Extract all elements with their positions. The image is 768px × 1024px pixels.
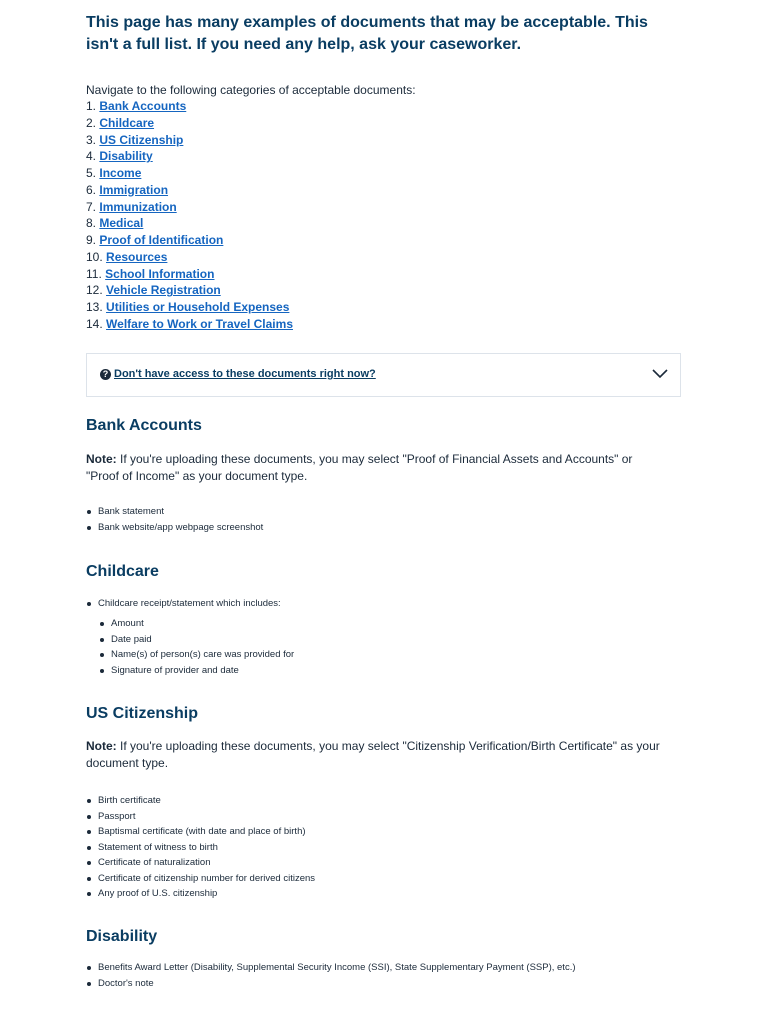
bank-accounts-list bbox=[86, 505, 263, 536]
list-item: Certificate of naturalization bbox=[86, 856, 315, 872]
toc-number: 5. bbox=[86, 166, 97, 180]
toc-item bbox=[86, 299, 293, 316]
toc-link[interactable]: Vehicle Registration bbox=[106, 283, 221, 298]
intro-heading: This page has many examples of documents that may be acceptable. This isn't a full list. If you need any help, ask your caseworker. bbox=[86, 14, 648, 53]
toc-link[interactable]: Resources bbox=[106, 249, 168, 264]
toc-number: 4. bbox=[86, 149, 97, 164]
toc-number: 7. bbox=[86, 199, 97, 214]
toc-item bbox=[86, 249, 293, 266]
toc-number: 12. bbox=[86, 283, 103, 298]
toc-item bbox=[86, 232, 293, 249]
list-item: Bank statement bbox=[86, 505, 263, 521]
list-item: Passport bbox=[86, 810, 315, 826]
section-heading-us-citizenship: US Citizenship bbox=[86, 705, 199, 722]
list-item: Signature of provider and date bbox=[86, 664, 294, 680]
toc-number: 13. bbox=[86, 300, 103, 314]
toc-link[interactable]: Income bbox=[99, 166, 142, 180]
chevron-down-icon[interactable] bbox=[652, 369, 668, 379]
toc-number: 10. bbox=[86, 249, 103, 264]
list-item: Any proof of U.S. citizenship bbox=[86, 887, 315, 903]
list-item: Baptismal certificate (with date and place of birth) bbox=[86, 825, 315, 841]
toc-number: 3. bbox=[86, 132, 97, 147]
childcare-sublist bbox=[86, 617, 294, 679]
list-item: Statement of witness to birth bbox=[86, 841, 315, 857]
note-text: If you're uploading these documents, you may select "Proof of Financial Assets and Accounts" or "Proof of Income" as your document type. bbox=[86, 452, 633, 483]
us-citizenship-note bbox=[86, 738, 661, 772]
list-item: Doctor's note bbox=[86, 977, 576, 993]
toc-link[interactable]: Welfare to Work or Travel Claims bbox=[106, 316, 293, 331]
toc-link[interactable]: Immigration bbox=[99, 182, 169, 197]
toc-item bbox=[86, 282, 293, 299]
category-navigation-list bbox=[86, 98, 293, 333]
note-text: If you're uploading these documents, you may select "Citizenship Verification/Birth Certificate" as your document type. bbox=[86, 739, 660, 770]
list-item: Birth certificate bbox=[86, 794, 315, 810]
toc-link[interactable]: Utilities or Household Expenses bbox=[106, 300, 290, 314]
list-item: Amount bbox=[86, 617, 294, 633]
question-circle-icon: ? bbox=[100, 369, 111, 380]
toc-item bbox=[86, 316, 293, 333]
toc-number: 2. bbox=[86, 115, 97, 130]
list-item: Certificate of citizenship number for derived citizens bbox=[86, 872, 315, 888]
toc-number: 11. bbox=[86, 266, 102, 281]
list-item: Name(s) of person(s) care was provided for bbox=[86, 648, 294, 664]
toc-number: 8. bbox=[86, 216, 97, 231]
section-heading-disability: Disability bbox=[86, 928, 158, 945]
toc-item bbox=[86, 165, 293, 182]
note-label: Note: bbox=[86, 739, 117, 753]
list-item: Date paid bbox=[86, 633, 294, 649]
toc-item bbox=[86, 148, 293, 165]
bank-accounts-note bbox=[86, 451, 661, 485]
toc-item bbox=[86, 132, 293, 149]
list-item: Bank website/app webpage screenshot bbox=[86, 521, 263, 537]
toc-link[interactable]: Childcare bbox=[99, 115, 155, 130]
toc-item bbox=[86, 199, 293, 216]
toc-number: 14. bbox=[86, 316, 103, 331]
section-heading-childcare: Childcare bbox=[86, 563, 159, 580]
toc-link[interactable]: Immunization bbox=[99, 199, 177, 214]
toc-link[interactable]: Disability bbox=[99, 149, 153, 164]
toc-link[interactable]: Bank Accounts bbox=[99, 99, 187, 113]
toc-item bbox=[86, 98, 293, 115]
toc-link[interactable]: US Citizenship bbox=[99, 132, 184, 147]
nav-intro-text: Navigate to the following categories of acceptable documents: bbox=[86, 83, 416, 97]
us-citizenship-list bbox=[86, 794, 315, 903]
no-access-accordion[interactable] bbox=[86, 353, 681, 397]
disability-list bbox=[86, 961, 576, 992]
toc-item bbox=[86, 266, 293, 283]
toc-item bbox=[86, 215, 293, 232]
toc-link[interactable]: Proof of Identification bbox=[99, 233, 224, 247]
childcare-list bbox=[86, 597, 281, 613]
toc-link[interactable]: Medical bbox=[99, 216, 144, 231]
list-item: Benefits Award Letter (Disability, Supplemental Security Income (SSI), State Supplementary Payment (SSP), etc.) bbox=[86, 961, 576, 977]
toc-number: 1. bbox=[86, 99, 97, 113]
toc-item bbox=[86, 115, 293, 132]
section-heading-bank-accounts: Bank Accounts bbox=[86, 417, 202, 434]
toc-item bbox=[86, 182, 293, 199]
toc-link[interactable]: School Information bbox=[105, 266, 215, 281]
toc-number: 6. bbox=[86, 182, 97, 197]
note-label: Note: bbox=[86, 452, 117, 466]
toc-number: 9. bbox=[86, 233, 97, 247]
list-item: Childcare receipt/statement which includes: bbox=[86, 597, 281, 613]
accordion-label[interactable]: Don't have access to these documents right now? bbox=[114, 368, 376, 380]
